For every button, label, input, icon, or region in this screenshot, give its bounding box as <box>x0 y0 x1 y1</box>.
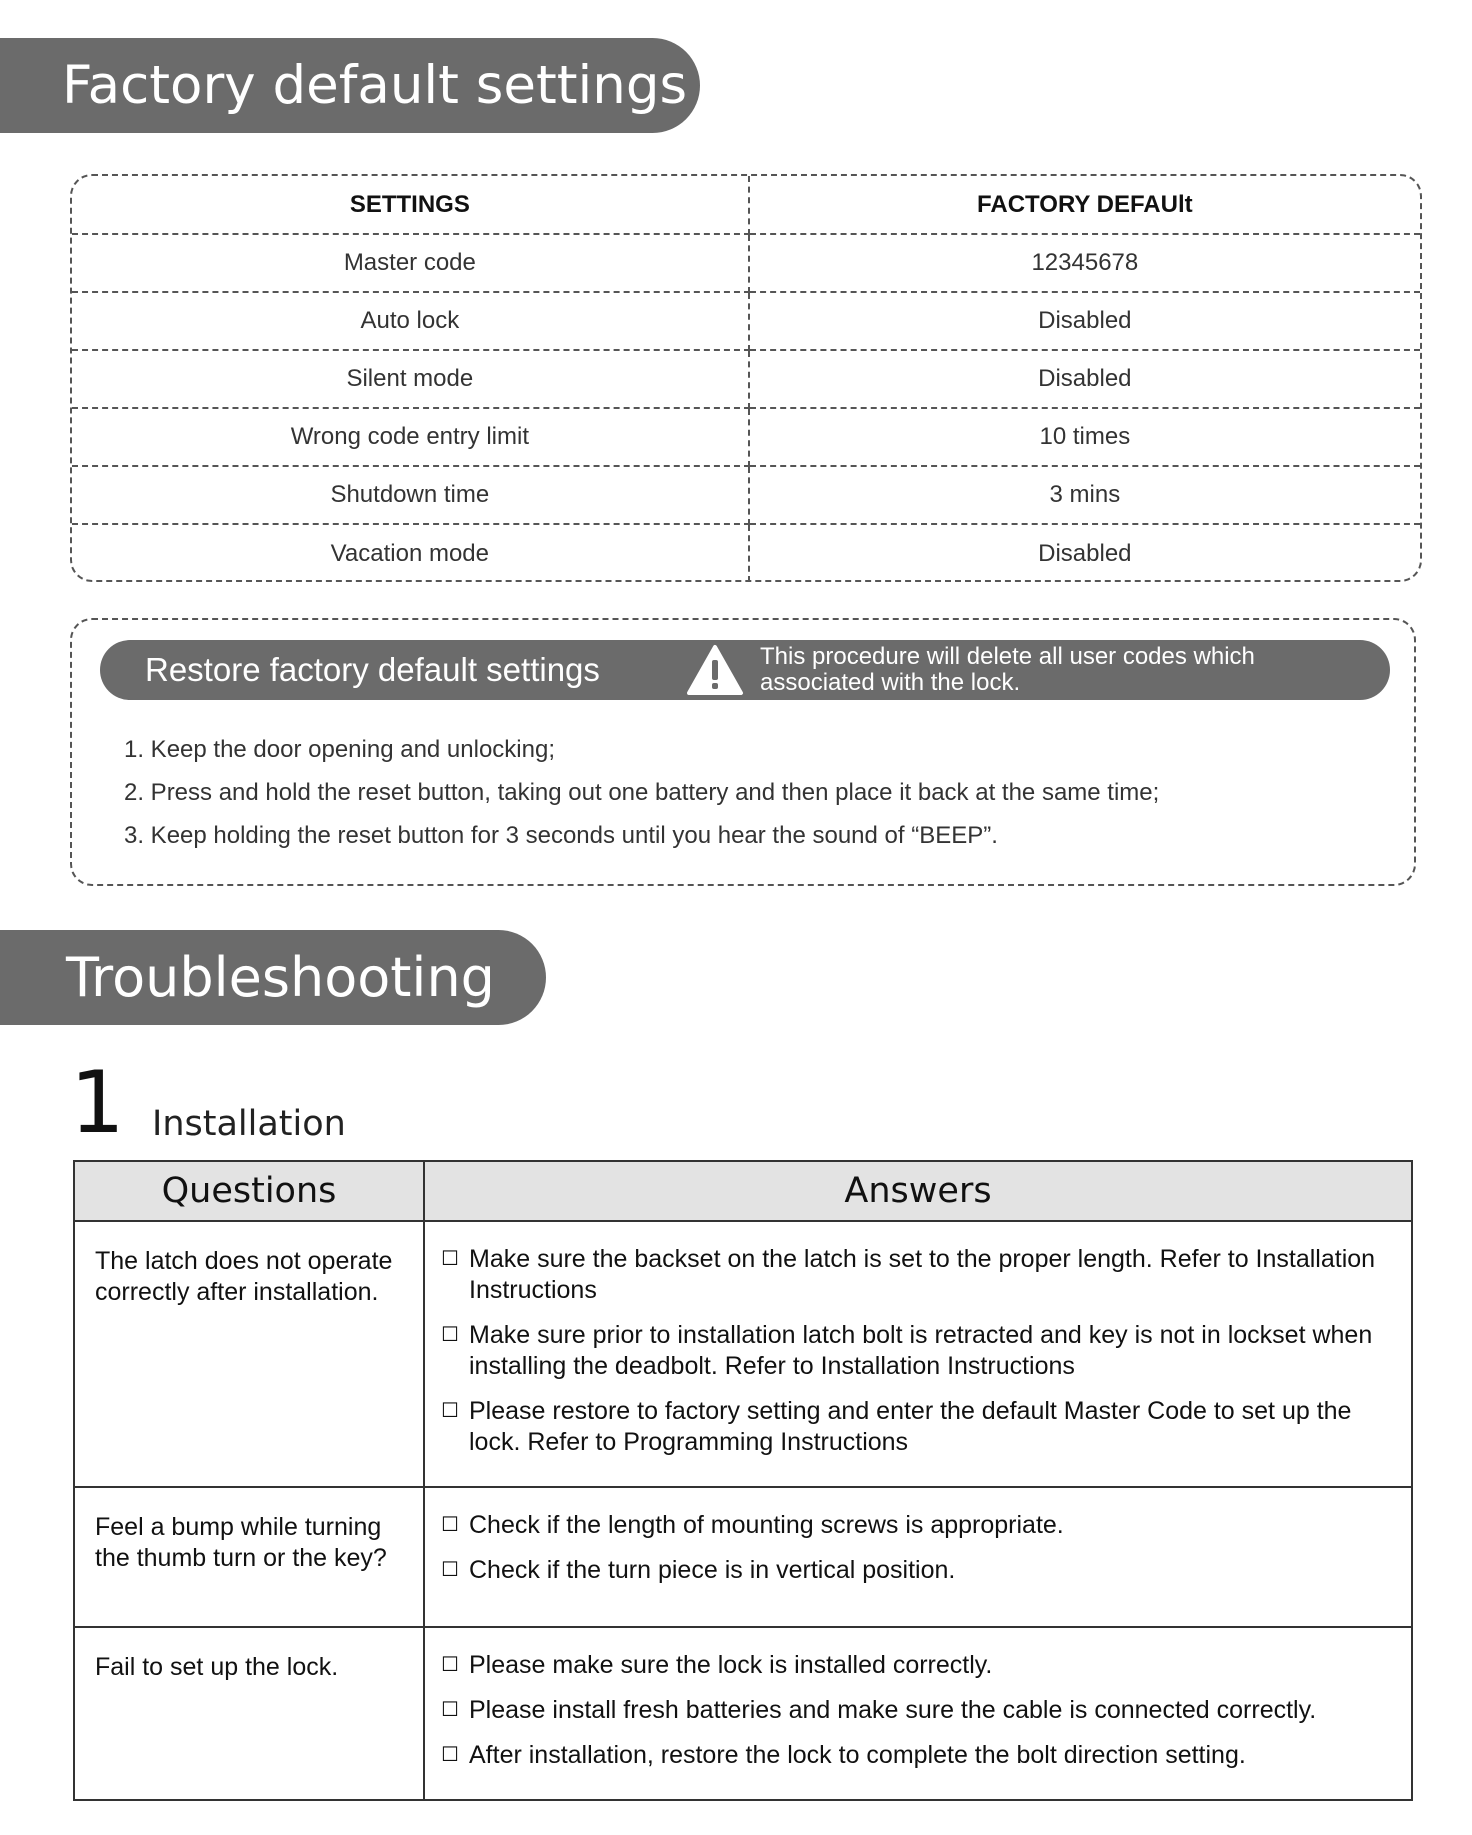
checkbox-icon: ☐ <box>441 1248 459 1270</box>
answer-text: Make sure prior to installation latch bolt is retracted and key is not in lockset when installing the deadbolt. Refer to Installation Instructions <box>469 1321 1373 1380</box>
answer-item <box>441 1695 1395 1726</box>
checkbox-icon: ☐ <box>441 1559 459 1581</box>
settings-row <box>72 466 1420 524</box>
answer-item <box>441 1555 1395 1586</box>
section-subtitle: Installation <box>152 1104 346 1144</box>
settings-table <box>72 176 1420 582</box>
answer-text: Please make sure the lock is installed correctly. <box>469 1651 993 1679</box>
settings-row <box>72 408 1420 466</box>
answer-text: Make sure the backset on the latch is set to the proper length. Refer to Installation Instructions <box>469 1245 1376 1304</box>
question-text: Feel a bump while turning the thumb turn or the key? <box>74 1487 424 1627</box>
restore-title: Restore factory default settings <box>145 651 600 688</box>
settings-header: SETTINGS <box>72 176 749 234</box>
answers-cell <box>424 1221 1412 1487</box>
answer-item <box>441 1650 1395 1681</box>
qa-row <box>74 1487 1412 1627</box>
factory-settings-title: Factory default settings <box>62 55 688 116</box>
restore-box <box>70 618 1416 886</box>
answers-header: Answers <box>424 1161 1412 1221</box>
setting-name: Master code <box>72 234 749 292</box>
setting-value: 3 mins <box>749 466 1420 524</box>
answer-item <box>441 1740 1395 1771</box>
setting-name: Vacation mode <box>72 524 749 582</box>
restore-step: 3. Keep holding the reset button for 3 seconds until you hear the sound of “BEEP”. <box>124 822 998 849</box>
settings-table-box <box>70 174 1422 582</box>
factory-settings-banner <box>0 38 700 133</box>
qa-header-row <box>74 1161 1412 1221</box>
setting-value: 12345678 <box>749 234 1420 292</box>
settings-header-row <box>72 176 1420 234</box>
answer-text: Please restore to factory setting and enter the default Master Code to set up the lock. Refer to Programming Instructions <box>469 1397 1352 1456</box>
answer-item <box>441 1396 1395 1458</box>
checkbox-icon: ☐ <box>441 1400 459 1422</box>
checkbox-icon: ☐ <box>441 1654 459 1676</box>
checkbox-icon: ☐ <box>441 1514 459 1536</box>
troubleshooting-banner <box>0 930 546 1025</box>
troubleshooting-title: Troubleshooting <box>66 946 495 1009</box>
checkbox-icon: ☐ <box>441 1699 459 1721</box>
answer-item <box>441 1244 1395 1306</box>
setting-value: 10 times <box>749 408 1420 466</box>
qa-row <box>74 1627 1412 1800</box>
questions-header: Questions <box>74 1161 424 1221</box>
answers-cell <box>424 1627 1412 1800</box>
setting-name: Auto lock <box>72 292 749 350</box>
factory-default-header: FACTORY DEFAUlt <box>749 176 1420 234</box>
checkbox-icon: ☐ <box>441 1324 459 1346</box>
settings-row <box>72 524 1420 582</box>
setting-name: Wrong code entry limit <box>72 408 749 466</box>
settings-row <box>72 292 1420 350</box>
answer-item <box>441 1510 1395 1541</box>
section-number: 1 <box>70 1053 125 1153</box>
setting-name: Shutdown time <box>72 466 749 524</box>
setting-value: Disabled <box>1038 539 1132 567</box>
restore-header-bar <box>100 640 1390 700</box>
answer-text: Check if the length of mounting screws is appropriate. <box>469 1511 1064 1539</box>
setting-value: Disabled <box>749 350 1420 408</box>
settings-row <box>72 350 1420 408</box>
setting-value: Disabled <box>749 292 1420 350</box>
question-text: The latch does not operate correctly after installation. <box>74 1221 424 1487</box>
answer-item <box>441 1320 1395 1382</box>
answers-cell <box>424 1487 1412 1627</box>
answer-text: Check if the turn piece is in vertical position. <box>469 1556 956 1584</box>
checkbox-icon: ☐ <box>441 1744 459 1766</box>
setting-name: Silent mode <box>72 350 749 408</box>
warning-text <box>760 644 1255 696</box>
warning-triangle-icon <box>686 644 744 696</box>
qa-row <box>74 1221 1412 1487</box>
restore-steps-list <box>124 728 1159 857</box>
settings-row <box>72 234 1420 292</box>
warning-line: associated with the lock. <box>760 669 1021 696</box>
answer-text: Please install fresh batteries and make sure the cable is connected correctly. <box>469 1696 1317 1724</box>
answer-text: After installation, restore the lock to complete the bolt direction setting. <box>469 1741 1246 1769</box>
warning-line: This procedure will delete all user codes which <box>760 643 1255 670</box>
qa-table <box>73 1160 1413 1801</box>
restore-step: 2. Press and hold the reset button, taking out one battery and then place it back at the same time; <box>124 779 1160 806</box>
question-text: Fail to set up the lock. <box>74 1627 424 1800</box>
restore-step: 1. Keep the door opening and unlocking; <box>124 736 556 763</box>
